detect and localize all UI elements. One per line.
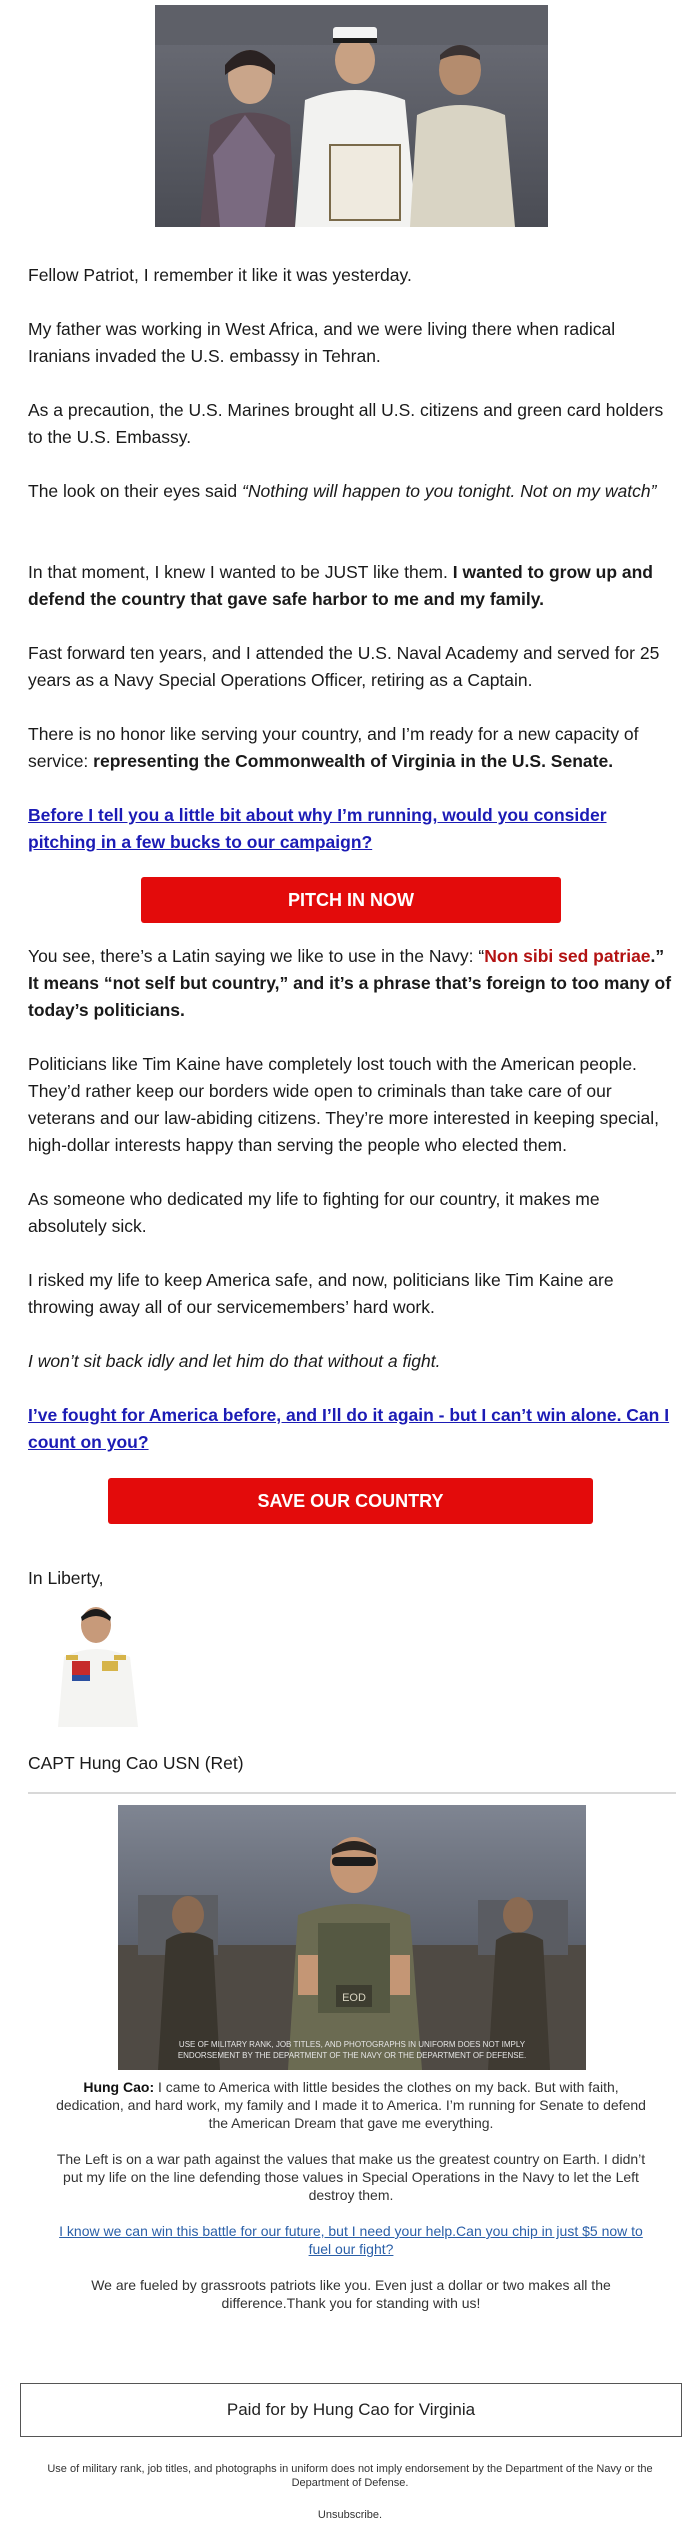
intro-paragraph-7: There is no honor like serving your country, and I’m ready for a new capacity of service: representing the Commonwealth of Virginia in the U.S. Senate. [28, 724, 639, 771]
bio-paragraph-3: We are fueled by grassroots patriots like you. Even just a dollar or two makes all the difference.Thank you for standing with us! [91, 2277, 611, 2311]
banner-caption: USE OF MILITARY RANK, JOB TITLES, AND PHOTOGRAPHS IN UNIFORM DOES NOT IMPLY ENDORSEMENT BY THE DEPARTMENT OF THE NAVY OR THE DEPARTMENT OF DEFENSE. [177, 2040, 527, 2060]
donate-link-text[interactable]: Before I tell you a little bit about why I’m running, would you consider pitching in a few bucks to our campaign? [28, 805, 607, 852]
save-our-country-button[interactable]: SAVE OUR COUNTRY [108, 1478, 593, 1524]
signature-portrait [48, 1597, 146, 1727]
fight-paragraph: I won’t sit back idly and let him do that without a fight. [28, 1351, 441, 1371]
latin-paragraph: You see, there’s a Latin saying we like to use in the Navy: “Non sibi sed patriae.” It means “not self but country,” and it’s a phrase that’s foreign to too many of today’s politicians. [28, 946, 672, 1020]
intro-paragraph-1: Fellow Patriot, I remember it like it was yesterday. [28, 265, 412, 285]
eod-patch-text: EOD [342, 1992, 366, 2004]
sick-paragraph: As someone who dedicated my life to fighting for our country, it makes me absolutely sick. [28, 1189, 600, 1236]
intro-paragraph-3: As a precaution, the U.S. Marines brought all U.S. citizens and green card holders to the U.S. Embassy. [28, 400, 664, 447]
donate-link-2[interactable] [28, 1402, 678, 1456]
intro-paragraph-2: My father was working in West Africa, and we were living there when radical Iranians invaded the U.S. embassy in Tehran. [28, 319, 616, 366]
politicians-paragraph: Politicians like Tim Kaine have completely lost touch with the American people. They’d rather keep our borders wide open to criminals than take care of our veterans and our law-abiding citizens. They’re more interested in keeping special, high-dollar interests happy than serving the people who elected them. [28, 1054, 659, 1155]
unsubscribe-link[interactable] [20, 2508, 680, 2522]
unsubscribe-text[interactable]: Unsubscribe. [317, 2509, 383, 2521]
intro-paragraph-6: Fast forward ten years, and I attended the U.S. Naval Academy and served for 25 years as a Navy Special Operations Officer, retiring as a Captain. [28, 643, 660, 690]
eod-banner-photo [118, 1805, 586, 2070]
signature-name: CAPT Hung Cao USN (Ret) [28, 1753, 244, 1773]
hero-photo [155, 5, 548, 227]
intro-paragraph-5: In that moment, I knew I wanted to be JUST like them. I wanted to grow up and defend the country that gave safe harbor to me and my family. [28, 562, 654, 609]
chip-in-link[interactable]: I know we can win this battle for our future, but I need your help.Can you chip in just $5 now to fuel our fight? [59, 2223, 643, 2257]
risked-paragraph: I risked my life to keep America safe, and now, politicians like Tim Kaine are throwing away all of our servicemembers’ hard work. [28, 1270, 614, 1317]
intro-paragraph-4: The look on their eyes said “Nothing will happen to you tonight. Not on my watch” [28, 481, 657, 501]
pitch-in-button[interactable]: PITCH IN NOW [141, 877, 561, 923]
count-on-you-link[interactable]: I’ve fought for America before, and I’ll do it again - but I can’t win alone. Can I count on you? [28, 1405, 670, 1452]
disclaimer: Use of military rank, job titles, and photographs in uniform does not imply endorsement by the Department of the Navy or the Department of Defense. [47, 2463, 653, 2489]
bio-paragraph-2: The Left is on a war path against the values that make us the greatest country on Earth. I didn’t put my life on the line defending those values in Special Operations in the Navy to let the Left destroy them. [56, 2151, 646, 2203]
divider [28, 1792, 676, 1794]
bio-donate-link[interactable] [56, 2222, 646, 2258]
paid-for-box [20, 2383, 682, 2437]
donate-link-1[interactable] [28, 802, 678, 856]
paid-for-text: Paid for by Hung Cao for Virginia [226, 2400, 476, 2419]
closing: In Liberty, [28, 1568, 104, 1588]
bio-paragraph: Hung Cao: I came to America with little besides the clothes on my back. But with faith, dedication, and hard work, my family and I made it to America. I’m running for Senate to defend the American Dream that gave me everything. [56, 2079, 646, 2131]
